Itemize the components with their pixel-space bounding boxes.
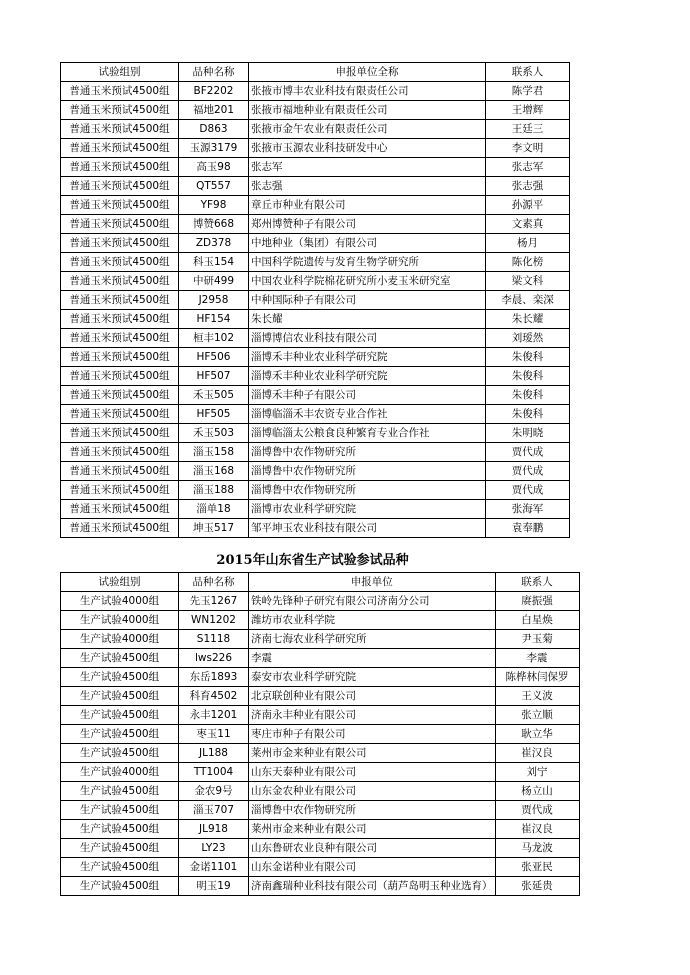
cell-applicant: 北京联创种业有限公司 (249, 687, 496, 706)
cell-contact: 耿立华 (495, 725, 579, 744)
table-row (61, 462, 570, 481)
cell-variety: HF505 (179, 405, 249, 424)
cell-contact: 杨立山 (495, 782, 579, 801)
header-contact: 联系人 (495, 573, 579, 592)
table-row (61, 630, 580, 649)
cell-variety: 金诺1101 (179, 858, 249, 877)
cell-variety: LY23 (179, 839, 249, 858)
cell-group: 普通玉米预试4500组 (61, 329, 179, 348)
cell-contact: 刘瑷然 (486, 329, 570, 348)
cell-applicant: 淄博鲁中农作物研究所 (249, 462, 486, 481)
cell-contact: 贾代成 (486, 443, 570, 462)
cell-applicant: 中国农业科学院棉花研究所小麦玉米研究室 (249, 272, 486, 291)
cell-applicant: 济南七海农业科学研究所 (249, 630, 496, 649)
cell-contact: 朱俊科 (486, 367, 570, 386)
table-row (61, 801, 580, 820)
cell-group: 普通玉米预试4500组 (61, 386, 179, 405)
cell-contact: 王廷三 (486, 120, 570, 139)
cell-variety: 枣玉11 (179, 725, 249, 744)
cell-variety: 科玉154 (179, 253, 249, 272)
header-group: 试验组别 (61, 573, 179, 592)
cell-group: 普通玉米预试4500组 (61, 462, 179, 481)
cell-variety: 博赞668 (179, 215, 249, 234)
cell-variety: HF506 (179, 348, 249, 367)
cell-group: 生产试验4500组 (61, 706, 179, 725)
cell-group: 普通玉米预试4500组 (61, 500, 179, 519)
header-variety: 品种名称 (179, 573, 249, 592)
cell-applicant: 淄博鲁中农作物研究所 (249, 801, 496, 820)
cell-contact: 贾代成 (486, 462, 570, 481)
cell-contact: 陈桦林闫保罗 (495, 668, 579, 687)
cell-variety: 淄玉158 (179, 443, 249, 462)
cell-variety: WN1202 (179, 611, 249, 630)
cell-contact: 梁文科 (486, 272, 570, 291)
cell-applicant: 邹平坤玉农业科技有限公司 (249, 519, 486, 538)
cell-variety: 禾玉503 (179, 424, 249, 443)
cell-group: 生产试验4500组 (61, 877, 179, 896)
cell-variety: HF154 (179, 310, 249, 329)
cell-group: 普通玉米预试4500组 (61, 139, 179, 158)
table-row (61, 763, 580, 782)
cell-group: 普通玉米预试4500组 (61, 272, 179, 291)
cell-applicant: 张掖市金午农业有限责任公司 (249, 120, 486, 139)
cell-applicant: 淄博鲁中农作物研究所 (249, 443, 486, 462)
cell-applicant: 李震 (249, 649, 496, 668)
cell-group: 普通玉米预试4500组 (61, 215, 179, 234)
cell-group: 生产试验4500组 (61, 687, 179, 706)
cell-variety: 淄玉188 (179, 481, 249, 500)
header-group: 试验组别 (61, 63, 179, 82)
cell-applicant: 朱长耀 (249, 310, 486, 329)
cell-group: 普通玉米预试4500组 (61, 101, 179, 120)
cell-group: 生产试验4500组 (61, 858, 179, 877)
cell-variety: 禾玉505 (179, 386, 249, 405)
cell-contact: 贾代成 (495, 801, 579, 820)
cell-contact: 贾代成 (486, 481, 570, 500)
cell-variety: lws226 (179, 649, 249, 668)
cell-group: 生产试验4500组 (61, 839, 179, 858)
cell-variety: YF98 (179, 196, 249, 215)
table-row (61, 443, 570, 462)
cell-contact: 杨月 (486, 234, 570, 253)
cell-applicant: 山东鲁研农业良种有限公司 (249, 839, 496, 858)
cell-group: 生产试验4000组 (61, 592, 179, 611)
table-row (61, 820, 580, 839)
cell-applicant: 枣庄市种子有限公司 (249, 725, 496, 744)
cell-variety: TT1004 (179, 763, 249, 782)
cell-contact: 朱俊科 (486, 405, 570, 424)
table-row (61, 234, 570, 253)
cell-variety: QT557 (179, 177, 249, 196)
cell-contact: 崔汉良 (495, 744, 579, 763)
table-row (61, 782, 580, 801)
table-row (61, 839, 580, 858)
cell-group: 普通玉米预试4500组 (61, 253, 179, 272)
cell-contact: 张延贵 (495, 877, 579, 896)
cell-group: 普通玉米预试4500组 (61, 443, 179, 462)
table-row (61, 120, 570, 139)
table-row (61, 158, 570, 177)
table-row (61, 668, 580, 687)
cell-contact: 刘宁 (495, 763, 579, 782)
table-row (61, 82, 570, 101)
cell-applicant: 泰安市农业科学研究院 (249, 668, 496, 687)
table-row (61, 367, 570, 386)
cell-variety: 淄单18 (179, 500, 249, 519)
table-row (61, 329, 570, 348)
cell-applicant: 张掖市玉源农业科技研发中心 (249, 139, 486, 158)
cell-contact: 李震 (495, 649, 579, 668)
cell-applicant: 淄博鲁中农作物研究所 (249, 481, 486, 500)
cell-variety: 东岳1893 (179, 668, 249, 687)
cell-group: 普通玉米预试4500组 (61, 234, 179, 253)
cell-variety: 高玉98 (179, 158, 249, 177)
cell-applicant: 淄博博信农业科技有限公司 (249, 329, 486, 348)
cell-applicant: 山东金诺种业有限公司 (249, 858, 496, 877)
cell-applicant: 山东天泰种业有限公司 (249, 763, 496, 782)
table-row (61, 196, 570, 215)
table-row (61, 253, 570, 272)
table-row (61, 592, 580, 611)
cell-contact: 李晨、栾深 (486, 291, 570, 310)
cell-variety: 福地201 (179, 101, 249, 120)
header-applicant: 申报单位全称 (249, 63, 486, 82)
cell-variety: 永丰1201 (179, 706, 249, 725)
cell-group: 普通玉米预试4500组 (61, 405, 179, 424)
cell-contact: 白星焕 (495, 611, 579, 630)
cell-group: 普通玉米预试4500组 (61, 196, 179, 215)
table-row (61, 611, 580, 630)
cell-variety: JL188 (179, 744, 249, 763)
cell-variety: BF2202 (179, 82, 249, 101)
cell-variety: 先玉1267 (179, 592, 249, 611)
section-title: 2015年山东省生产试验参试品种 (216, 553, 409, 568)
cell-variety: 玉源3179 (179, 139, 249, 158)
table-row (61, 291, 570, 310)
cell-group: 生产试验4500组 (61, 820, 179, 839)
cell-contact: 朱长耀 (486, 310, 570, 329)
cell-contact: 朱俊科 (486, 348, 570, 367)
cell-variety: 明玉19 (179, 877, 249, 896)
cell-applicant: 张志军 (249, 158, 486, 177)
cell-contact: 张立顺 (495, 706, 579, 725)
cell-applicant: 淄博临淄禾丰农资专业合作社 (249, 405, 486, 424)
table-header-row (61, 63, 570, 82)
table-row (61, 519, 570, 538)
cell-group: 普通玉米预试4500组 (61, 424, 179, 443)
cell-applicant: 张志强 (249, 177, 486, 196)
table-row (61, 405, 570, 424)
cell-variety: HF507 (179, 367, 249, 386)
cell-variety: S1118 (179, 630, 249, 649)
cell-group: 普通玉米预试4500组 (61, 367, 179, 386)
cell-contact: 张志强 (486, 177, 570, 196)
cell-group: 普通玉米预试4500组 (61, 481, 179, 500)
cell-applicant: 中国科学院遗传与发育生物学研究所 (249, 253, 486, 272)
cell-variety: D863 (179, 120, 249, 139)
cell-contact: 袁奉鹏 (486, 519, 570, 538)
cell-contact: 张志军 (486, 158, 570, 177)
cell-group: 普通玉米预试4500组 (61, 120, 179, 139)
table-header-row (61, 573, 580, 592)
table-row (61, 348, 570, 367)
table-row (61, 177, 570, 196)
table-row (61, 877, 580, 896)
cell-group: 生产试验4000组 (61, 630, 179, 649)
cell-contact: 赓振强 (495, 592, 579, 611)
cell-variety: ZD378 (179, 234, 249, 253)
cell-group: 生产试验4500组 (61, 725, 179, 744)
cell-variety: 中研499 (179, 272, 249, 291)
cell-variety: 金农9号 (179, 782, 249, 801)
cell-applicant: 淄博禾丰种业农业科学研究院 (249, 348, 486, 367)
cell-group: 普通玉米预试4500组 (61, 310, 179, 329)
table-row (61, 101, 570, 120)
cell-variety: 科育4502 (179, 687, 249, 706)
cell-variety: 桓丰102 (179, 329, 249, 348)
table-row (61, 687, 580, 706)
cell-contact: 王增辉 (486, 101, 570, 120)
cell-group: 普通玉米预试4500组 (61, 82, 179, 101)
cell-applicant: 淄博市农业科学研究院 (249, 500, 486, 519)
cell-applicant: 铁岭先锋种子研究有限公司济南分公司 (249, 592, 496, 611)
cell-variety: 淄玉707 (179, 801, 249, 820)
cell-group: 普通玉米预试4500组 (61, 519, 179, 538)
cell-variety: JL918 (179, 820, 249, 839)
cell-contact: 朱俊科 (486, 386, 570, 405)
cell-applicant: 章丘市种业有限公司 (249, 196, 486, 215)
cell-applicant: 郑州博赞种子有限公司 (249, 215, 486, 234)
cell-contact: 张海军 (486, 500, 570, 519)
header-applicant: 申报单位 (249, 573, 496, 592)
cell-contact: 文素真 (486, 215, 570, 234)
cell-applicant: 张掖市博丰农业科技有限责任公司 (249, 82, 486, 101)
cell-applicant: 中地种业（集团）有限公司 (249, 234, 486, 253)
cell-contact: 李文明 (486, 139, 570, 158)
cell-variety: J2958 (179, 291, 249, 310)
table-row (61, 386, 570, 405)
cell-applicant: 莱州市金来种业有限公司 (249, 744, 496, 763)
table-row (61, 744, 580, 763)
cell-contact: 朱明晓 (486, 424, 570, 443)
table-row (61, 215, 570, 234)
cell-group: 生产试验4500组 (61, 649, 179, 668)
cell-contact: 崔汉良 (495, 820, 579, 839)
cell-applicant: 中种国际种子有限公司 (249, 291, 486, 310)
cell-group: 生产试验4000组 (61, 763, 179, 782)
trial-table-1-body (61, 82, 570, 538)
cell-group: 生产试验4000组 (61, 611, 179, 630)
table-row (61, 424, 570, 443)
table-row (61, 272, 570, 291)
cell-group: 普通玉米预试4500组 (61, 177, 179, 196)
table-row (61, 500, 570, 519)
cell-group: 普通玉米预试4500组 (61, 348, 179, 367)
cell-applicant: 潍坊市农业科学院 (249, 611, 496, 630)
cell-group: 生产试验4500组 (61, 668, 179, 687)
cell-variety: 淄玉168 (179, 462, 249, 481)
cell-contact: 马龙波 (495, 839, 579, 858)
trial-table-2 (60, 572, 580, 896)
trial-table-2-body (61, 592, 580, 896)
table-row (61, 858, 580, 877)
trial-table-1 (60, 62, 570, 538)
cell-contact: 陈学君 (486, 82, 570, 101)
cell-group: 生产试验4500组 (61, 782, 179, 801)
cell-contact: 尹玉菊 (495, 630, 579, 649)
cell-applicant: 山东金农种业有限公司 (249, 782, 496, 801)
table-row (61, 649, 580, 668)
cell-applicant: 莱州市金来种业有限公司 (249, 820, 496, 839)
cell-applicant: 济南鑫瑞种业科技有限公司（葫芦岛明玉种业选育） (249, 877, 496, 896)
table-row (61, 481, 570, 500)
cell-applicant: 济南永丰种业有限公司 (249, 706, 496, 725)
cell-variety: 坤玉517 (179, 519, 249, 538)
cell-contact: 张亚民 (495, 858, 579, 877)
table-row (61, 725, 580, 744)
table-row (61, 706, 580, 725)
cell-group: 生产试验4500组 (61, 801, 179, 820)
cell-applicant: 张掖市福地种业有限责任公司 (249, 101, 486, 120)
header-contact: 联系人 (486, 63, 570, 82)
header-variety: 品种名称 (179, 63, 249, 82)
cell-applicant: 淄博禾丰种子有限公司 (249, 386, 486, 405)
cell-applicant: 淄博禾丰种业农业科学研究院 (249, 367, 486, 386)
cell-group: 普通玉米预试4500组 (61, 291, 179, 310)
cell-contact: 孙源平 (486, 196, 570, 215)
cell-applicant: 淄博临淄太公粮食良种繁育专业合作社 (249, 424, 486, 443)
table-row (61, 310, 570, 329)
cell-group: 生产试验4500组 (61, 744, 179, 763)
table-row (61, 139, 570, 158)
cell-group: 普通玉米预试4500组 (61, 158, 179, 177)
cell-contact: 陈化榜 (486, 253, 570, 272)
cell-contact: 王义波 (495, 687, 579, 706)
